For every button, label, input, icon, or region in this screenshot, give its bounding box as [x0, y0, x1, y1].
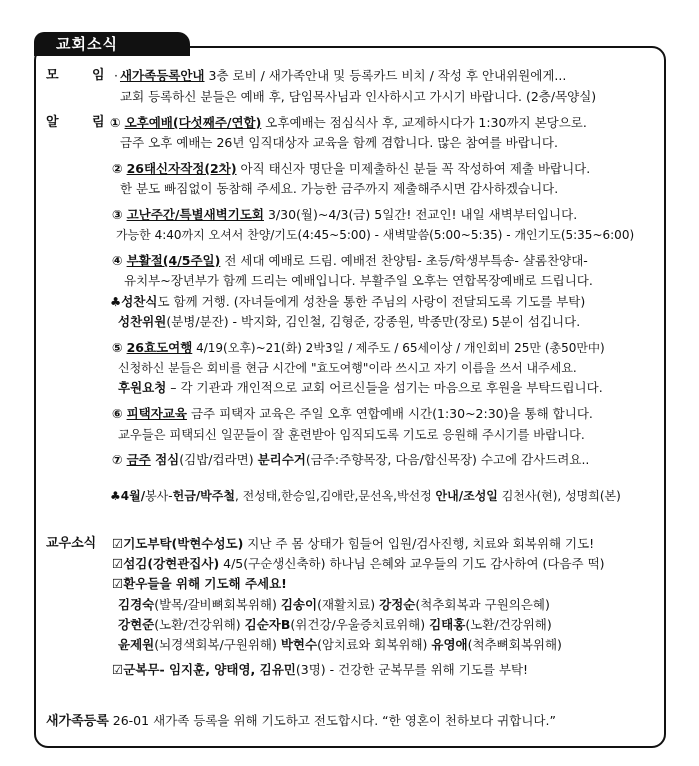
- april-roster: ♣4월/봉사-헌금/박주철, 전성태,한승일,김애란,문선옥,박선정 안내/조성일 김천사(현), 성명희(본): [110, 489, 621, 503]
- notice-1: ① 오후예배(다섯째주/연합) 오후예배는 점심식사 후, 교제하시다가 1:30까지 본당으로.: [110, 115, 587, 130]
- checkbox-icon: ☑: [112, 536, 124, 551]
- military-prayer: ☑군복무- 임지훈, 양태영, 김유민(3명) - 건강한 군복무를 위해 기도를 부탁!: [112, 662, 529, 677]
- notice-5-line-3: 후원요청 – 각 기관과 개인적으로 교회 어르신들을 섬기는 마음으로 후원을 부탁드립니다.: [118, 380, 603, 395]
- notice-3: ③ 고난주간/특별새벽기도회 3/30(월)~4/3(금) 5일간! 전교인! 내일 새벽부터입니다.: [112, 207, 578, 222]
- moim-label-2: 임: [92, 68, 105, 83]
- notice-2-line-2: 한 분도 빠짐없이 동참해 주세요. 가능한 금주까지 제출해주시면 감사하겠습니다.: [120, 181, 559, 196]
- notice-7: ⑦ 금주 점심(김밥/컵라면) 분리수거(금주:주향목장, 다음/합신목장) 수고에 감사드려요..: [112, 452, 590, 467]
- newfamily-label: 새가족등록: [46, 714, 109, 729]
- notice-2: ② 26태신자작정(2차) 아직 태신자 명단을 미제출하신 분들 꼭 작성하여 제출 바랍니다.: [112, 161, 591, 176]
- sick-name: 김태홍: [429, 617, 466, 632]
- section-title: 교회소식: [56, 35, 118, 53]
- moim-line-2: 교회 등록하신 분들은 예배 후, 담임목사님과 인사하시고 가시기 바랍니다. (2층/목양실): [120, 89, 597, 104]
- sick-name: 윤제원: [118, 637, 155, 652]
- notice-6: ⑥ 피택자교육 금주 피택자 교육은 주일 오후 연합예배 시간(1:30~2:30)을 통해 합니다.: [112, 406, 593, 421]
- sick-name: 김순자B: [244, 617, 291, 632]
- moim-label-1: 모: [46, 68, 59, 83]
- club-icon: ♣: [110, 489, 121, 503]
- notice-5: ⑤ 26효도여행 4/19(오후)~21(화) 2박3일 / 제주도 / 65세이상 / 개인회비 25만 (총50만中): [112, 340, 605, 355]
- checkbox-icon: ☑: [112, 662, 124, 677]
- allim-label-2: 림: [92, 115, 105, 130]
- notice-1-line-2: 금주 오후 예배는 26년 임직대상자 교육을 함께 겸합니다. 많은 참여를 바랍니다.: [120, 135, 558, 150]
- sick-row-1: 김경숙(발목/갈비뼈회복위해) 김송이(재활치료) 강정순(척추회복과 구원의은혜): [118, 597, 550, 612]
- moim-line1-text: 3층 로비 / 새가족안내 및 등록카드 비치 / 작성 후 안내위원에게...: [204, 68, 567, 83]
- notice-6-line-2: 교우들은 피택되신 일꾼들이 잘 훈련받아 임직되도록 기도로 응원해 주시기를 바랍니다.: [118, 428, 585, 442]
- notice-6-title: 피택자교육: [126, 406, 187, 421]
- newfamily-line: [46, 713, 556, 730]
- newfamily-text: 26-01 새가족 등록을 위해 기도하고 전도합시다. “한 영혼이 천하보다 귀합니다.”: [108, 713, 556, 728]
- notice-4-line-2: 유치부~장년부가 함께 드리는 예배입니다. 부활주일 오후는 연합목장예배로 드립니다.: [124, 273, 593, 288]
- prayer-request-3: ☑환우들을 위해 기도해 주세요!: [112, 576, 287, 591]
- prayer-request-2: ☑섬김(강현관집사) 4/5(구순생신축하) 하나님 은혜와 교우들의 기도 감사하여 (다음주 떡): [112, 556, 605, 571]
- notice-4-line-4: 성찬위원(분병/분잔) - 박지화, 김인철, 김형준, 강종원, 박종만(장로) 5분이 섬깁니다.: [118, 314, 581, 329]
- sick-name: 유영애: [431, 637, 468, 652]
- club-icon: ♣: [110, 294, 122, 309]
- section-title-tab: [34, 32, 190, 56]
- allim-label-1: 알: [46, 115, 59, 130]
- sick-name: 강정순: [379, 597, 416, 612]
- sick-row-2: 강현준(노환/건강위해) 김순자B(위건강/우울증치료위해) 김태홍(노환/건강위해): [118, 617, 552, 632]
- checkbox-icon: ☑: [112, 576, 124, 591]
- notice-4-title: 부활절(4/5주일): [126, 253, 221, 268]
- notice-4: ④ 부활절(4/5주일) 전 세대 예배로 드림. 예배전 찬양팀- 초등/학생부특송- 샬롬찬양대-: [112, 253, 588, 268]
- sick-name: 김경숙: [118, 597, 155, 612]
- notice-5-title: 26효도여행: [126, 340, 193, 355]
- prayer-request-1: ☑기도부탁(박현수성도) 지난 주 몸 상태가 힘들어 입원/검사진행, 치료와 회복위해 기도!: [112, 536, 595, 551]
- members-label: 교우소식: [46, 536, 97, 551]
- sick-name: 강현준: [118, 617, 155, 632]
- notice-4-line-3: ♣성찬식도 함께 거행. (자녀들에게 성찬을 통한 주님의 사랑이 전달되도록 기도를 부탁): [110, 294, 586, 309]
- notice-2-title: 26태신자작정(2차): [126, 161, 237, 176]
- checkbox-icon: ☑: [112, 556, 124, 571]
- moim-newfamily-title: 새가족등록안내: [119, 68, 205, 83]
- notice-7-title: 금주: [126, 452, 151, 467]
- notice-3-title: 고난주간/특별새벽기도회: [126, 207, 264, 222]
- notice-3-line-2: 가능한 4:40까지 오셔서 찬양/기도(4:45~5:00) - 새벽말씀(5:00~5:35) - 개인기도(5:35~6:00): [116, 228, 635, 242]
- moim-line-1: · 새가족등록안내 3층 로비 / 새가족안내 및 등록카드 비치 / 작성 후 안내위원에게...: [114, 68, 567, 83]
- notice-1-title: 오후예배(다섯째주/연합): [124, 115, 262, 130]
- sick-name: 박현수: [280, 637, 318, 652]
- sick-name: 김송이: [280, 597, 318, 612]
- sick-row-3: 윤제원(뇌경색회복/구원위해) 박현수(암치료와 회복위해) 유영애(척추뼈회복위해): [118, 637, 562, 652]
- notice-5-line-2: 신청하신 분들은 회비를 현금 시간에 "효도여행"이라 쓰시고 자기 이름을 쓰서 내주세요.: [118, 361, 577, 375]
